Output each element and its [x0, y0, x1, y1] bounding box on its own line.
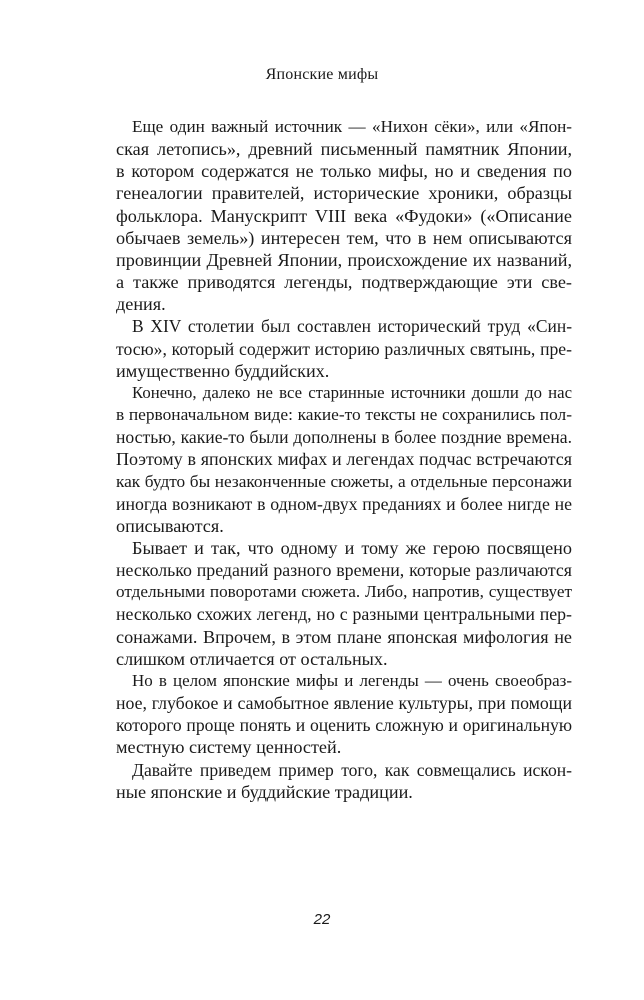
- text-line: которого проще понять и оценить сложную и оригинальную: [116, 715, 572, 736]
- text-line: ное, глубокое и самобытное явление культуры, при помощи: [116, 693, 572, 714]
- text-line: Конечно, далеко не все старинные источники дошли до нас: [132, 382, 572, 402]
- text-line: сонажами. Впрочем, в этом плане японская мифология не: [116, 626, 572, 647]
- text-line: В XIV столетии был составлен исторический труд «Син-: [132, 316, 572, 337]
- text-line: несколько схожих легенд, но с разными центральными пер-: [116, 604, 572, 625]
- text-line: иногда возникают в одном-двух преданиях и более нигде не: [116, 493, 572, 514]
- text-line: Бывает и так, что одному и тому же герою посвящено: [132, 537, 572, 558]
- text-line: как будто бы незаконченные сюжеты, а отдельные персонажи: [116, 471, 572, 491]
- text-line: Но в целом японские мифы и легенды — очень своеобраз-: [132, 670, 572, 690]
- text-line: местную систему ценностей.: [116, 737, 342, 758]
- paragraph: [116, 116, 572, 315]
- text-line: Давайте приведем пример того, как совмещались искон-: [132, 759, 572, 780]
- paragraph: [116, 382, 572, 537]
- text-line: ные японские и буддийские традиции.: [116, 781, 413, 802]
- text-line: тосю», который содержит историю различных святынь, пре-: [116, 338, 572, 359]
- text-line: отдельными поворотами сюжета. Либо, напротив, существует: [116, 582, 572, 602]
- text-line: описываются.: [116, 515, 224, 536]
- paragraph: [116, 670, 572, 759]
- text-line: а также приводятся легенды, подтверждающие эти све-: [116, 272, 572, 293]
- text-line: обычаев земель») интересен тем, что в нем описываются: [116, 227, 572, 248]
- text-line: несколько преданий разного времени, которые различаются: [116, 560, 572, 581]
- text-line: ская летопись», древний письменный памятник Японии,: [116, 139, 572, 160]
- text-line: ностью, какие-то были дополнены в более поздние времена.: [116, 427, 572, 448]
- text-line: генеалогии правителей, исторические хроники, образцы: [116, 183, 572, 204]
- page-number: 22: [313, 911, 331, 928]
- text-line: в первоначальном виде: какие-то тексты не сохранились пол-: [116, 405, 572, 425]
- paragraph: [116, 759, 572, 803]
- text-line: Поэтому в японских мифах и легендах подчас встречаются: [116, 449, 572, 470]
- paragraph: [116, 537, 572, 670]
- paragraph: [116, 315, 572, 381]
- text-line: в котором содержатся не только мифы, но и сведения по: [116, 161, 572, 182]
- text-line: дения.: [116, 294, 166, 315]
- running-header: Японские мифы: [265, 66, 379, 83]
- text-line: Еще один важный источник — «Нихон сёки», или «Япон-: [132, 117, 572, 136]
- text-line: фольклора. Манускрипт VIII века «Фудоки» («Описание: [116, 205, 572, 226]
- text-line: имущественно буддийских.: [116, 360, 330, 381]
- text-line: слишком отличается от остальных.: [116, 648, 388, 669]
- text-line: провинции Древней Японии, происхождение их названий,: [116, 249, 572, 270]
- body-text: [116, 116, 572, 803]
